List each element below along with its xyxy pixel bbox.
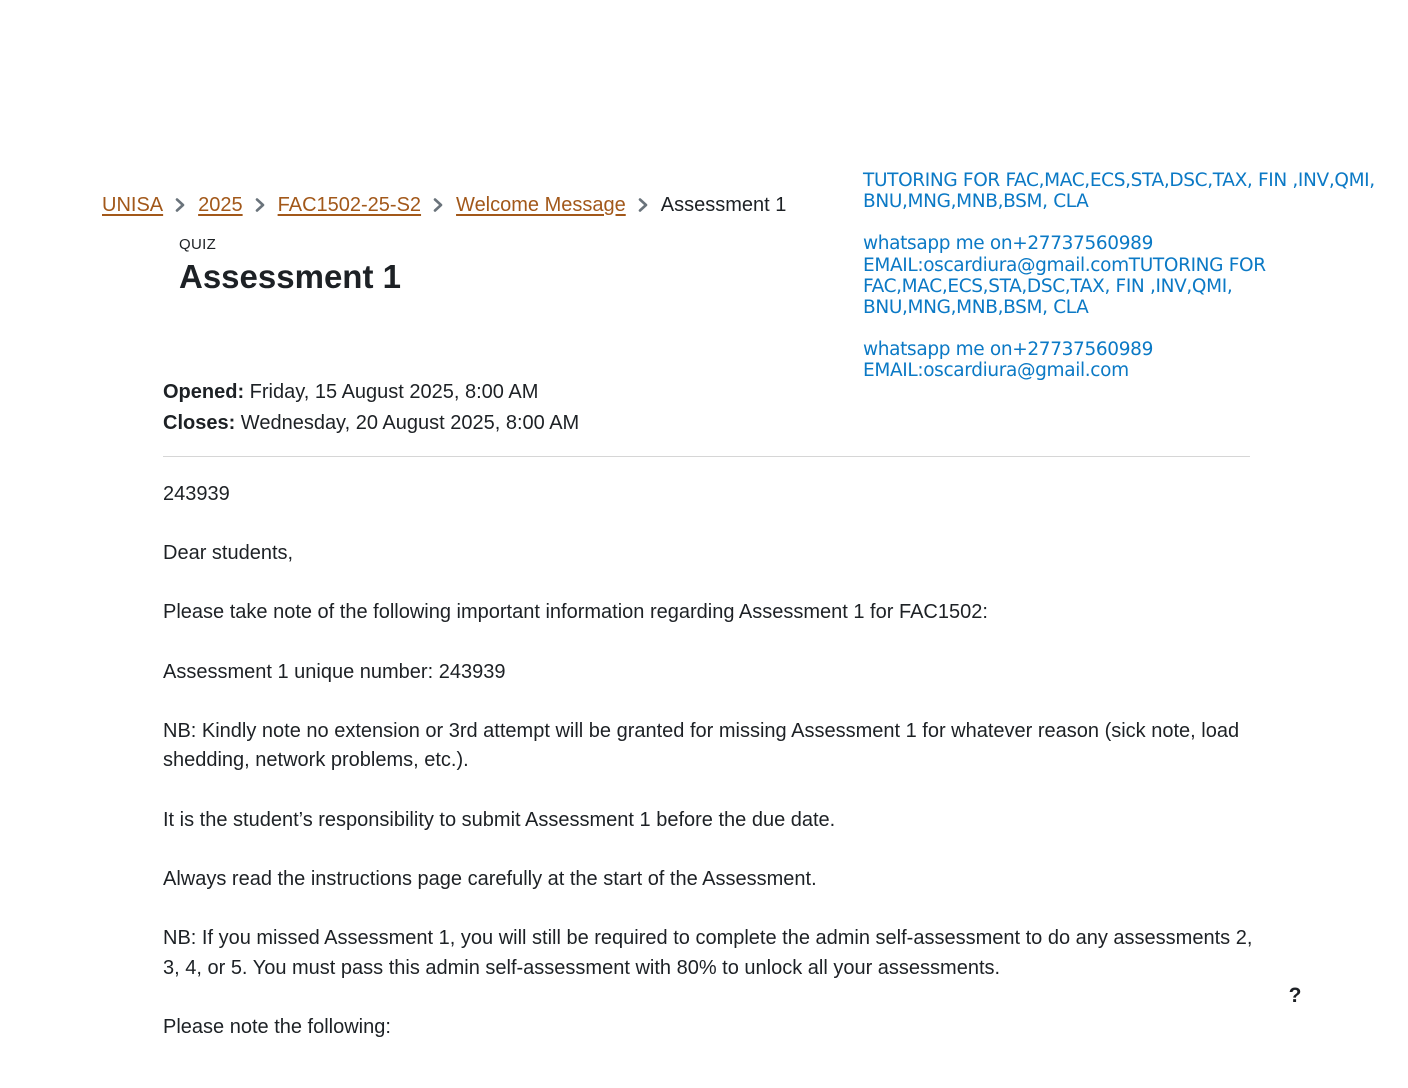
- opened-label: Opened:: [163, 381, 245, 403]
- unique-number: 243939: [163, 483, 230, 505]
- quiz-description: [163, 480, 1253, 1072]
- ad-line: EMAIL:oscardiura@gmail.com: [863, 360, 1129, 382]
- ad-line: BNU,MNG,MNB,BSM, CLA: [863, 191, 1089, 213]
- closes-date: [163, 408, 579, 439]
- activity-dates: [163, 377, 579, 438]
- description-paragraph: It is the student’s responsibility to submit Assessment 1 before the due date.: [163, 808, 836, 831]
- ad-line: FAC,MAC,ECS,STA,DSC,TAX, FIN ,INV,QMI,: [863, 275, 1233, 297]
- description-paragraph: NB: Kindly note no extension or 3rd attempt will be granted for missing Assessment 1 for whatever reason (sick note, load shedding, network problems, etc.).: [163, 719, 1240, 772]
- ad-line: whatsapp me on+27737560989: [863, 233, 1153, 255]
- tutoring-ad-overlay: [863, 170, 1393, 382]
- closes-label: Closes:: [163, 411, 236, 434]
- chevron-right-icon: [638, 198, 648, 212]
- closes-value: Wednesday, 20 August 2025, 8:00 AM: [235, 411, 580, 434]
- description-paragraph: Dear students,: [163, 542, 294, 565]
- chevron-right-icon: [255, 198, 265, 212]
- breadcrumb-link-year[interactable]: 2025: [198, 194, 243, 216]
- breadcrumb-link-course[interactable]: FAC1502-25-S2: [277, 194, 422, 216]
- chevron-right-icon: [175, 198, 185, 212]
- breadcrumb-link-welcome-message[interactable]: Welcome Message: [456, 194, 626, 216]
- description-paragraph: NB: If you missed Assessment 1, you will still be required to complete the admin self-assessment to do any assessments 2, 3, 4, or 5. You must pass this admin self-assessment with 80% to unlock all your assessments.: [163, 926, 1253, 979]
- description-paragraph: Always read the instructions page carefully at the start of the Assessment.: [163, 867, 817, 890]
- description-paragraph: Please take note of the following important information regarding Assessment 1 for FAC1502:: [163, 601, 988, 624]
- description-paragraph: Assessment 1 unique number: 243939: [163, 660, 506, 683]
- divider: [163, 456, 1250, 457]
- ad-line: EMAIL:oscardiura@gmail.comTUTORING FOR: [863, 254, 1266, 276]
- ad-line: TUTORING FOR FAC,MAC,ECS,STA,DSC,TAX, FIN ,INV,QMI,: [863, 170, 1375, 191]
- chevron-right-icon: [433, 198, 443, 212]
- help-button[interactable]: ?: [1288, 984, 1302, 1007]
- opened-value: Friday, 15 August 2025, 8:00 AM: [244, 381, 539, 403]
- breadcrumb-link-unisa[interactable]: UNISA: [102, 194, 164, 216]
- breadcrumb: [102, 192, 786, 218]
- breadcrumb-current: Assessment 1: [660, 194, 787, 216]
- page-title: Assessment 1: [179, 258, 401, 295]
- opened-date: [163, 377, 579, 408]
- activity-type-label: QUIZ: [179, 236, 217, 253]
- description-paragraph: Please note the following:: [163, 1015, 391, 1038]
- ad-line: whatsapp me on+27737560989: [863, 339, 1153, 361]
- ad-line: BNU,MNG,MNB,BSM, CLA: [863, 297, 1089, 319]
